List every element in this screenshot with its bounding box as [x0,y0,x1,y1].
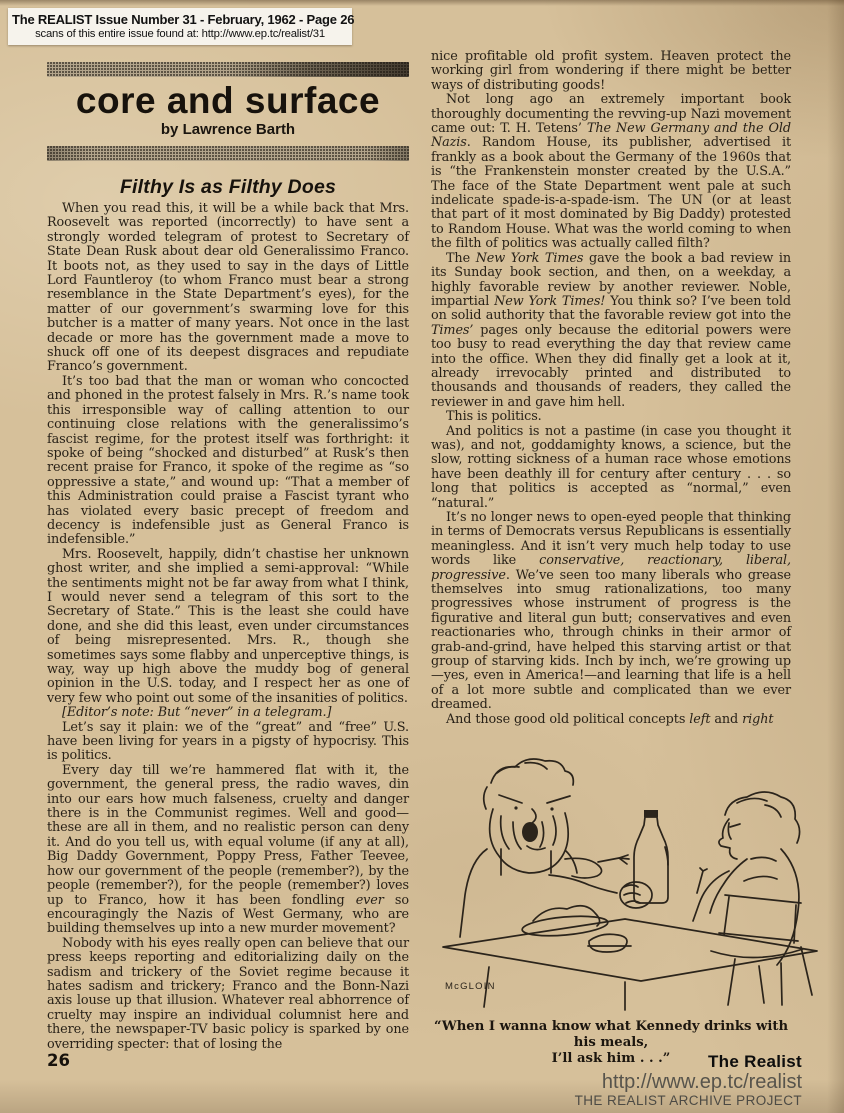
masthead-rule-top [47,62,409,77]
paragraph: Nobody with his eyes really open can believe that our press keeps reporting and editorializing daily on the sadism and trickery of the Soviet regime because it hates sadism and trickery; Franco and the Bonn-Nazi axis louse up that illusion. Whatever real abhorrence of cruelty may inspire an individual columnist here and there, the newspaper-TV basic policy is sparked by one overriding specter: that of losing the [47,935,409,1052]
article-masthead [47,62,409,161]
scan-header-source-url: scans of this entire issue found at: http://www.ep.tc/realist/31 [35,28,325,40]
article-title: core and surface [75,80,381,121]
archive-url: http://www.ep.tc/realist [601,1071,802,1093]
paragraph: Not long ago an extremely important book thoroughly documenting the revving-up Nazi movement came out: T. H. Tetens’ The New Germany and the Old Nazis. Random House, its publisher, advertised it frankly as a book about the Germany of the 1960s that is “the Frankenstein monster created by the U.S.A.” The face of the State Department went pale at such indelicate spade-is-a-spade-ism. The UN (or at least that part of it most dominated by Big Daddy) protested to Random House. What was the world coming to when the filth of politics was actually called filth? [431,92,791,252]
page-number: 26 [47,1051,70,1070]
paragraph: nice profitable old profit system. Heaven protect the working girl from wondering if there might be better ways of distributing goods! [431,49,791,93]
paragraph: And those good old political concepts left and right [446,711,774,727]
paragraph: Every day till we’re hammered flat with it, the government, the general press, the radio waves, din into our ears how much falseness, cruelty and danger there is in the Communist regimes. Well and good—these are all in them, and no realistic person can deny it. And do you tell us, with equal volume (if any at all), Big Daddy Government, Poppy Press, Father Teevee, how our government of the people (remember?), by the people (remember?), for the people (remember?) loves up to Franco, how it has been fondling ever so encouragingly the Nazis of West Germany, who are building themselves up into a new murder movement? [47,762,409,937]
publication-name: The Realist [708,1052,802,1071]
scan-header [8,8,355,45]
cartoon-illustration [429,753,833,1011]
paragraph: It’s no longer news to open-eyed people that thinking in terms of Democrats versus Republicans is essentially meaningless. And it isn’t very much help today to use words like conservative, reactionary, liberal, progressive. We’ve seen too many liberals who grease themselves into smug rationalizations, too many progressives whose instrument of progress is the figurative and literal gun butt; conservatives and even reactionaries who, through chinks in their armor of grab-and-grind, have helped this starving artist or that group of starving kids. Inch by inch, we’re growing up—yes, even in America!—and learning that life is a hell of a lot more subtle and complicated than we ever dreamed. [431,510,791,713]
scan-header-title: The REALIST Issue Number 31 - February, 1962 - Page 26 [12,12,355,27]
archive-project-name: THE REALIST ARCHIVE PROJECT [574,1093,802,1108]
editors-note-paragraph: [Editor’s note: But “never” in a telegram.] [62,705,332,721]
paragraph: It’s too bad that the man or woman who concocted and phoned in the protest falsely in Mrs. R.’s name took this irresponsible way of calling attention to our continuing close relations with the generalissimo’s fascist regime, for the protest itself was forthright: it spoke of being “shocked and disturbed” at Rusk’s then recent praise for Franco, it spoke of the regime as “so oppressive a state,” and wound up: “That a member of this Administration could praise a Fascist tyrant who has violated every basic precept of freedom and decency is indefensible just as General Franco is indefensible.” [47,373,409,548]
paragraph: And politics is not a pastime (in case you thought it was), and not, goddamighty knows, a science, but the slow, rotting sickness of a human race whose emotions have been deathly ill for century after century . . . so long that politics is accepted as “normal,” even “natural.” [431,423,791,511]
masthead-rule-bottom [47,146,409,161]
paragraph: Let’s say it plain: we of the “great” and “free” U.S. have been living for years in a pigsty of hypocrisy. This is politics. [47,719,409,764]
right-column [431,50,791,1067]
paragraph: The New York Times gave the book a bad review in its Sunday book section, and then, on a weekday, a highly favorable review by another reviewer. Noble, impartial New York Times! You think so? I’ve been told on solid authority that the favorable review got into the Times’ pages only because the editorial powers were too busy to read everything the day that review came into the office. When they did finally get a look at it, already irrevocably printed and distributed to thousands and thousands of readers, they called the reviewer in and gave him hell. [431,250,791,410]
paragraph: Mrs. Roosevelt, happily, didn’t chastise her unknown ghost writer, and she implied a semi-approval: “While the sentiments might not be far away from what I think, I would never send a telegram of this sort to the Secretary of State.” This is the least she could have done, and she did this least, even under circumstances of being misrepresented. Mrs. R., though she sometimes says some flabby and unperceptive things, is way, way up high above the muddy bog of general opinion in the U.S. today, and I respect her as one of very few who point out some of the insanities of politics. [47,546,409,706]
cartoon-drawing [429,753,833,1011]
caption-line-1: “When I wanna know what Kennedy drinks with his meals, [433,1019,789,1051]
section-heading: Filthy Is as Filthy Does [119,176,337,198]
left-column [47,56,409,1052]
article-byline: by Lawrence Barth [160,121,296,138]
archive-footer [575,1052,802,1109]
paragraph: When you read this, it will be a while back that Mrs. Roosevelt was reported (incorrectly) to have sent a strongly worded telegram of protest to Secretary of State Dean Rusk about dear old Generalissimo Franco. It boots not, as they used to say in the days of Little Lord Fauntleroy (to whom Franco must bear a strong resemblance in the State Department’s eyes), for the matter of our government’s swarming love for this butcher is a matter of many years. Not once in the last decade or more has the government made a move to shuck off one of its deepest disgraces and repudiate Franco’s government. [47,201,409,375]
caption-line-2: I’ll ask him . . .” [551,1051,671,1067]
cartoon-artist-signature: McGLOIN [445,981,496,993]
paragraph: This is politics. [446,409,542,425]
